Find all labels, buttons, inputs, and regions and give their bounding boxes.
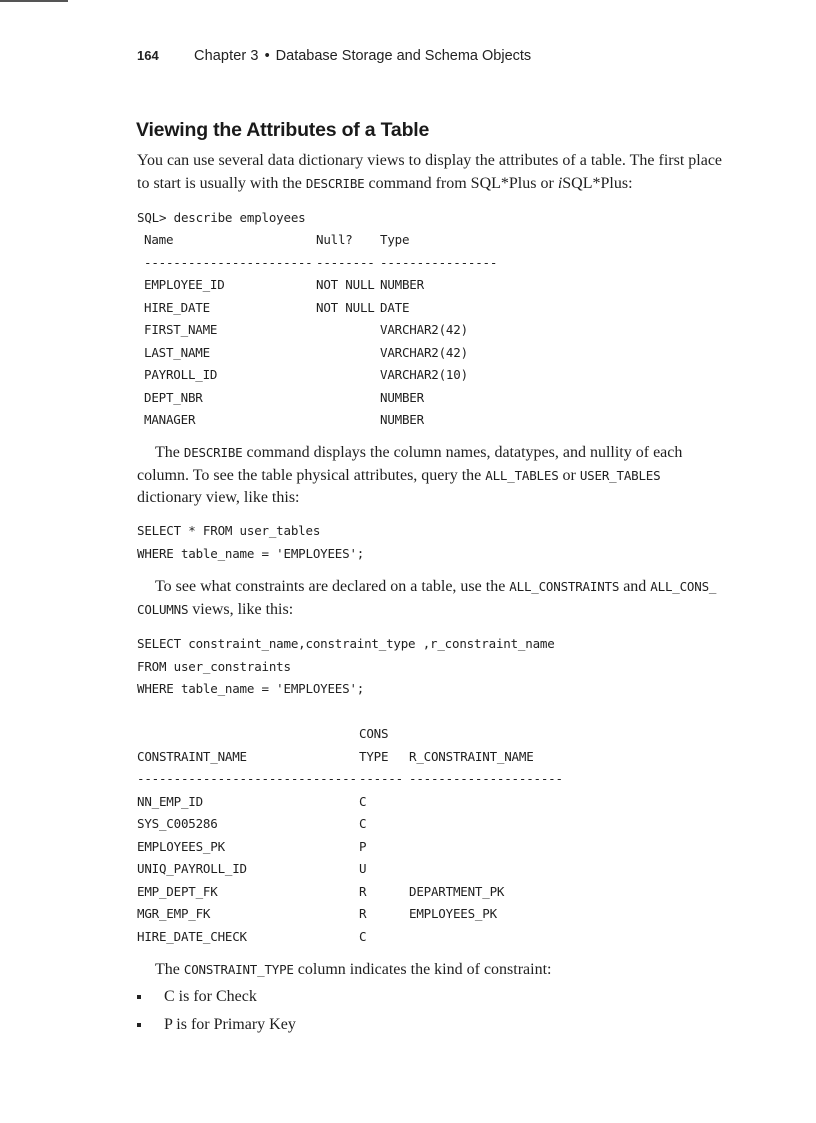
cell: PAYROLL_ID	[144, 367, 218, 382]
cell: NOT NULL	[316, 299, 375, 315]
user-tables-query: SELECT * FROM user_tables WHERE table_name = 'EMPLOYEES';	[137, 523, 365, 561]
cell: EMPLOYEES_PK	[137, 838, 225, 854]
bullet-icon	[137, 1023, 141, 1027]
cell: NN_EMP_ID	[137, 793, 203, 809]
chapter-label: Chapter 3	[194, 48, 259, 64]
inline-code: ALL_CONS_	[650, 579, 717, 594]
text-run: command displays the column names, datatypes, and nullity of each column. To see the table physical attributes, query the	[137, 444, 683, 484]
constraints-paragraph	[137, 576, 727, 621]
cell: R	[359, 906, 367, 921]
cell: NUMBER	[380, 277, 424, 292]
cell: DATE	[380, 299, 410, 315]
cell: HIRE_DATE	[144, 299, 210, 315]
inline-code: ALL_CONSTRAINTS	[509, 579, 620, 594]
text-run: column indicates the kind of constraint:	[293, 961, 552, 978]
rule: ----------------	[380, 254, 498, 270]
text-run: To see what constraints are declared on a table, use the	[155, 578, 510, 595]
intro-paragraph	[137, 150, 727, 195]
cell: MANAGER	[144, 412, 196, 427]
list-item	[137, 985, 296, 1013]
cell: LAST_NAME	[144, 344, 210, 360]
constraint-type-paragraph	[137, 959, 727, 982]
cell: SYS_C005286	[137, 816, 218, 831]
column-header: Null?	[316, 232, 353, 247]
cell: R	[359, 883, 367, 899]
text-run: and	[619, 578, 651, 595]
text-run: dictionary view, like this:	[137, 489, 300, 506]
cell: MGR_EMP_FK	[137, 906, 211, 921]
cell: NOT NULL	[316, 277, 375, 292]
cell: UNIQ_PAYROLL_ID	[137, 861, 247, 876]
text-run: SQL*Plus:	[562, 174, 633, 192]
section-title: Viewing the Attributes of a Table	[136, 119, 430, 141]
cell: NUMBER	[380, 389, 424, 405]
cell: EMPLOYEES_PK	[409, 906, 497, 921]
constraint-type-list	[137, 985, 296, 1041]
page-number: 164	[137, 48, 159, 63]
text-run: You can use several data dictionary views to display the attributes of a table. The first place to start is usually with the	[137, 152, 723, 192]
corner-rule	[0, 0, 68, 2]
rule: ---------------------	[409, 771, 563, 786]
cell: DEPT_NBR	[144, 389, 203, 405]
cell: U	[359, 861, 367, 876]
text-run: The	[155, 961, 184, 978]
text-run: views, like this:	[188, 600, 294, 618]
column-header: CONSTRAINT_NAME	[137, 748, 247, 764]
cell: FIRST_NAME	[144, 322, 218, 337]
text-run: or	[558, 466, 580, 484]
constraints-query: SELECT constraint_name,constraint_type ,r_constraint_name FROM user_constraints WHERE table_name = 'EMPLOYEES';	[137, 636, 555, 696]
column-header: Name	[144, 232, 174, 247]
cell: EMPLOYEE_ID	[144, 277, 225, 292]
inline-code: DESCRIBE	[183, 445, 243, 460]
inline-code: DESCRIBE	[305, 175, 365, 191]
column-header: R_CONSTRAINT_NAME	[409, 748, 534, 764]
inline-code: COLUMNS	[137, 601, 189, 617]
text-run: command from SQL*Plus or	[364, 174, 558, 192]
running-header	[137, 48, 531, 64]
list-item-text: P is for Primary Key	[164, 1016, 296, 1033]
cell: VARCHAR2(10)	[380, 367, 468, 382]
list-item	[137, 1013, 296, 1041]
column-header: TYPE	[359, 748, 389, 764]
text-run: The	[155, 444, 184, 461]
cell: DEPARTMENT_PK	[409, 883, 505, 899]
inline-code: ALL_TABLES	[485, 467, 559, 483]
cell: C	[359, 928, 367, 944]
cell: VARCHAR2(42)	[380, 322, 468, 337]
inline-code: CONSTRAINT_TYPE	[183, 962, 294, 977]
cell: EMP_DEPT_FK	[137, 883, 218, 899]
cell: VARCHAR2(42)	[380, 344, 468, 360]
cell: C	[359, 793, 367, 809]
cell: NUMBER	[380, 412, 424, 427]
rule: ------	[359, 771, 403, 786]
header-separator: •	[264, 48, 270, 64]
cell: C	[359, 816, 367, 831]
describe-command: SQL> describe employees	[137, 210, 306, 225]
chapter-title: Database Storage and Schema Objects	[275, 48, 532, 64]
bullet-icon	[137, 995, 141, 999]
column-header: Type	[380, 232, 410, 247]
rule: --------	[316, 254, 375, 270]
describe-explanation-paragraph	[137, 442, 727, 510]
rule: ------------------------------	[137, 771, 357, 786]
cell: HIRE_DATE_CHECK	[137, 928, 247, 944]
italic-text: i	[557, 174, 563, 192]
list-item-text: C is for Check	[164, 988, 257, 1005]
inline-code: USER_TABLES	[579, 467, 661, 483]
rule: -----------------------	[144, 254, 313, 270]
cell: P	[359, 838, 367, 854]
column-header: CONS	[359, 726, 389, 741]
